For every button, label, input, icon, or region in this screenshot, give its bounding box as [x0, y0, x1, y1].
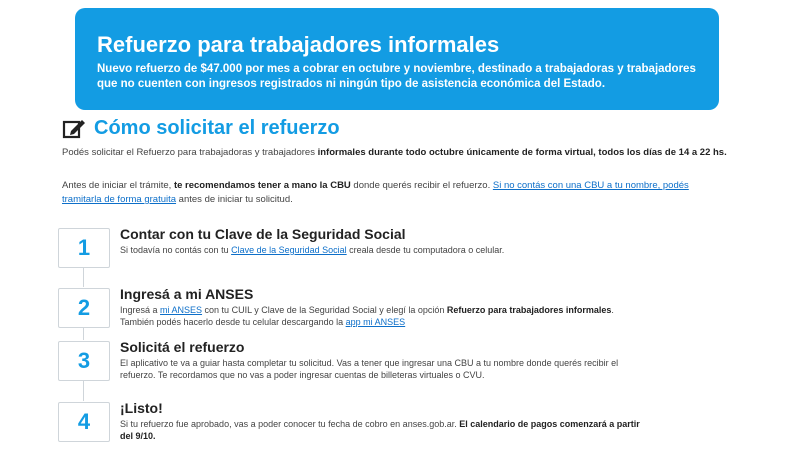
banner-title: Refuerzo para trabajadores informales	[97, 32, 500, 57]
step-number: 2	[58, 288, 110, 328]
step-title: Solicitá el refuerzo	[120, 339, 245, 355]
step-number: 3	[58, 341, 110, 381]
banner-subtitle: Nuevo refuerzo de $47.000 por mes a cobrar en octubre y noviembre, destinado a trabajadoras y trabajadores que no cuenten con ingresos registrados ni ningún tipo de asistencia económica del Estado.	[97, 63, 696, 90]
step-text: creala desde tu computadora o celular.	[346, 245, 505, 255]
intro-paragraph-2	[62, 179, 727, 207]
app-mi-anses-link[interactable]: app mi ANSES	[345, 317, 406, 327]
step-1	[58, 228, 748, 284]
intro-bold: te recomendamos tener a mano la CBU	[173, 180, 351, 191]
section-title: Cómo solicitar el refuerzo	[94, 116, 340, 139]
cbu-link[interactable]: Si no contás con una CBU a tu nombre, podés tramitarla de forma gratuita	[62, 180, 689, 205]
step-3	[58, 341, 748, 397]
pencil-edit-icon	[62, 117, 86, 139]
step-description	[120, 244, 640, 256]
intro-text: donde querés recibir el refuerzo.	[350, 180, 493, 191]
hero-banner	[75, 8, 719, 110]
step-description: El aplicativo te va a guiar hasta completar tu solicitud. Vas a tener que ingresar una CBU a tu nombre donde querés recibir el refuerzo. Te recordamos que no vas a poder ingresar cuentas de billeteras virtuales o CVU.	[120, 358, 619, 380]
section-header	[62, 116, 340, 140]
intro-bold: informales durante todo octubre únicamente de forma virtual, todos los días de 14 a 22 hs.	[317, 147, 727, 158]
step-bold: El calendario de pagos comenzará a partir del 9/10.	[120, 419, 640, 441]
intro-text: Antes de iniciar el trámite,	[62, 180, 174, 191]
clave-seguridad-link[interactable]: Clave de la Seguridad Social	[231, 245, 347, 255]
step-bold: Refuerzo para trabajadores informales	[446, 305, 612, 315]
step-text: Si tu refuerzo fue aprobado, vas a poder conocer tu fecha de cobro en anses.gob.ar.	[120, 419, 460, 429]
step-title: ¡Listo!	[120, 400, 163, 416]
step-description	[120, 418, 640, 442]
step-2	[58, 288, 748, 344]
step-title: Contar con tu Clave de la Seguridad Social	[120, 226, 406, 242]
step-number: 1	[58, 228, 110, 268]
step-text: Ingresá a	[120, 305, 161, 315]
step-text: . También podés hacerlo desde tu celular descargando la	[120, 305, 614, 327]
intro-text: Podés solicitar el Refuerzo para trabajadoras y trabajadores	[62, 147, 318, 158]
mi-anses-link[interactable]: mi ANSES	[160, 305, 203, 315]
step-text: con tu CUIL y Clave de la Seguridad Social y elegí la opción	[202, 305, 447, 315]
intro-text: antes de iniciar tu solicitud.	[176, 194, 293, 205]
step-text: Si todavía no contás con tu	[120, 245, 232, 255]
intro-paragraph-1	[62, 146, 727, 160]
step-number: 4	[58, 402, 110, 442]
step-description	[120, 304, 640, 328]
step-title: Ingresá a mi ANSES	[120, 286, 254, 302]
